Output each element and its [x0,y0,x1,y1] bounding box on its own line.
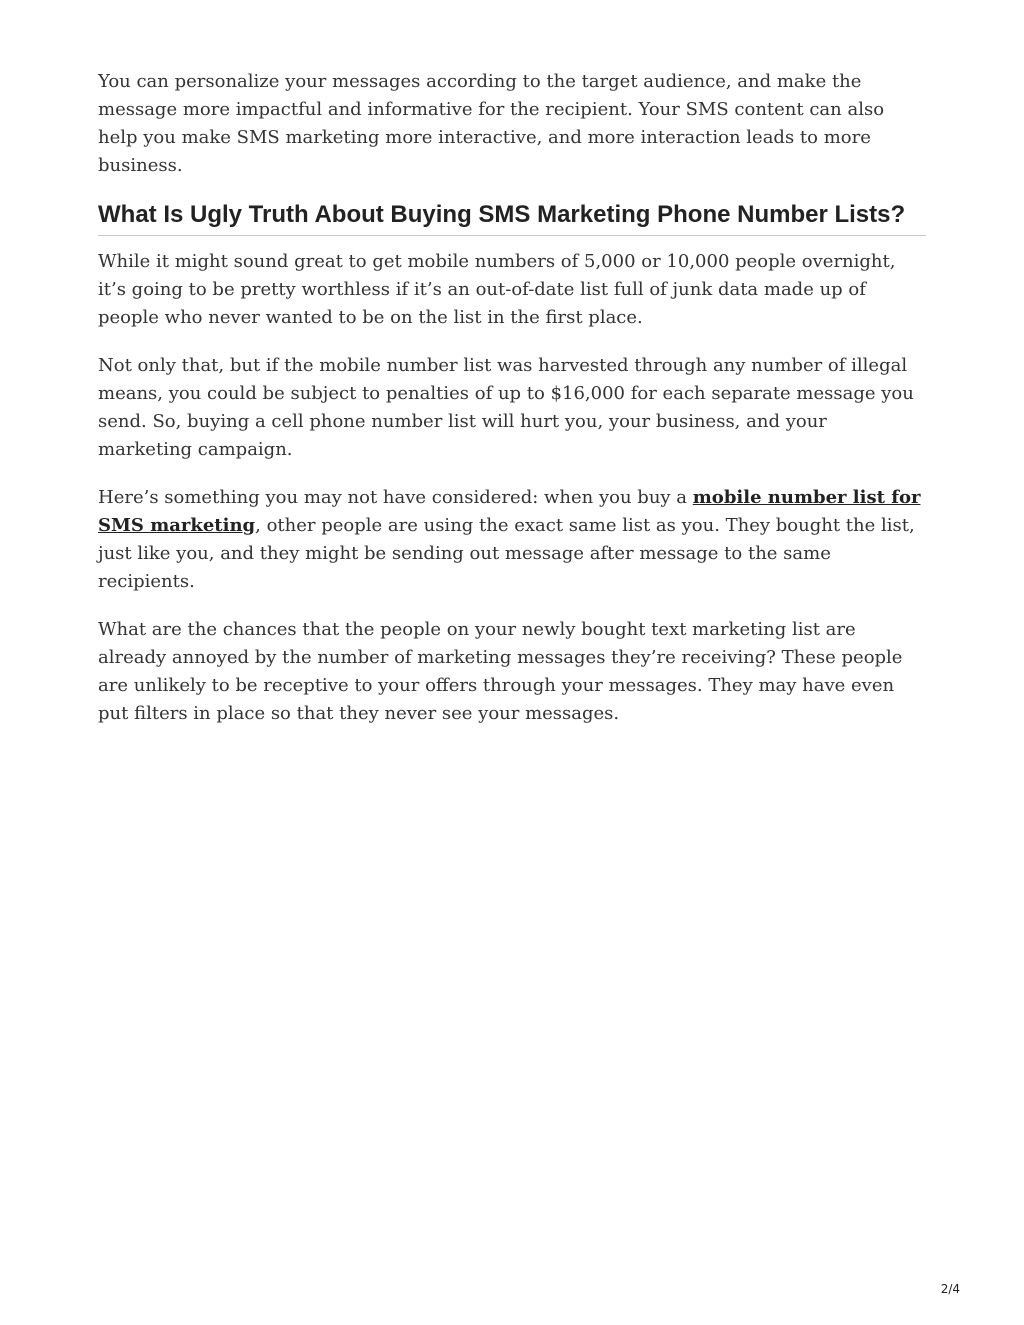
paragraph-3-before-link: Here’s something you may not have considered: when you buy a [98,487,693,508]
paragraph-3 [98,484,926,596]
intro-paragraph: You can personalize your messages according to the target audience, and make the message more impactful and informative for the recipient. Your SMS content can also help you make SMS marketing more interactive, and more interaction leads to more business. [98,71,885,176]
mobile-number-list-link[interactable]: mobile number list for SMS marketing [98,487,921,536]
section-heading-wrap [98,200,926,236]
section-heading: What Is Ugly Truth About Buying SMS Marketing Phone Number Lists? [98,200,926,236]
paragraph-4: What are the chances that the people on your newly bought text marketing list are already annoyed by the number of marketing messages they’re receiving? These people are unlikely to be receptive to your offers through your messages. They may have even put filters in place so that they never see your messages. [98,619,903,724]
page-number: 2/4 [940,1282,960,1296]
paragraph-1: While it might sound great to get mobile numbers of 5,000 or 10,000 people overnight, it’s going to be pretty worthless if it’s an out-of-date list full of junk data made up of people who never wanted to be on the list in the first place. [98,251,896,328]
paragraph-3-after-link: , other people are using the exact same list as you. They bought the list, just like you, and they might be sending out message after message to the same recipients. [98,515,915,592]
article-body [98,68,926,748]
paragraph-2: Not only that, but if the mobile number list was harvested through any number of illegal means, you could be subject to penalties of up to $16,000 for each separate message you send. So, buying a cell phone number list will hurt you, your business, and your marketing campaign. [98,355,914,460]
